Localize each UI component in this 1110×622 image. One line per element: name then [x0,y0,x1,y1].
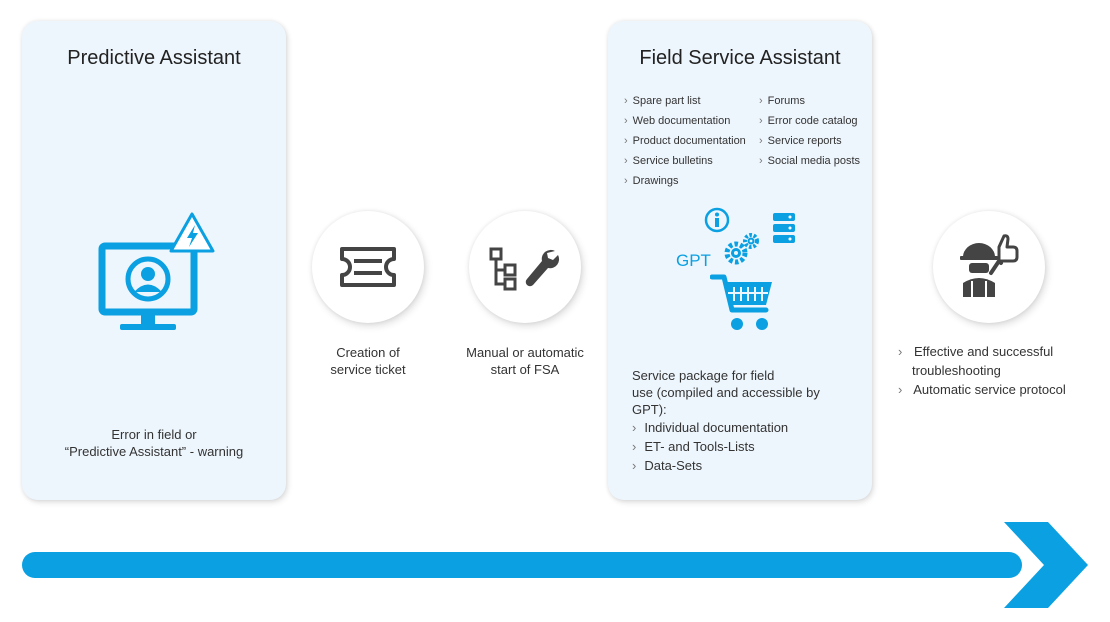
list-item: › Product documentation [624,131,746,151]
list-item: › Error code catalog [759,111,860,131]
list-item: › Drawings [624,171,746,191]
outcome-step-circle [933,211,1045,323]
field-service-assistant-card [608,21,872,500]
list-item: › Service bulletins [624,151,746,171]
service-package: Service package for field use (compiled and accessible by GPT): › Individual documentation › ET- and Tools-Lists › Data-Sets [632,367,862,475]
ticket-icon [312,211,424,323]
shopping-cart-icon [710,272,780,332]
sources-list-left [624,91,746,191]
list-item: › Effective and successful troubleshooting [896,342,1096,380]
list-item: › Data-Sets [632,456,862,475]
ticket-step-circle [312,211,424,323]
list-item: › Social media posts [759,151,860,171]
list-item: › ET- and Tools-Lists [632,437,862,456]
gpt-label: GPT [676,251,711,270]
list-item: › Forums [759,91,860,111]
database-icon [772,212,796,244]
flowchart-wrench-icon [469,211,581,323]
electric-warning-icon [168,211,216,255]
list-item: › Service reports [759,131,860,151]
predictive-caption: Error in field or “Predictive Assistant” - warning [64,427,244,459]
field-service-assistant-title: Field Service Assistant [639,47,841,69]
outcome-list [896,342,1096,399]
package-items [632,418,862,475]
sources-list-right [759,91,860,171]
info-icon [704,207,730,233]
ticket-step-label: Creation of service ticket [330,345,406,377]
list-item: › Individual documentation [632,418,862,437]
arrow-right-icon [0,518,1110,618]
list-item: › Spare part list [624,91,746,111]
gears-icon [722,231,762,267]
technician-thumbs-up-icon [933,211,1045,323]
predictive-assistant-card [22,21,286,500]
fsa-start-step-circle [469,211,581,323]
predictive-assistant-title: Predictive Assistant [67,47,241,69]
fsa-start-step-label: Manual or automatic start of FSA [466,345,584,377]
list-item: › Web documentation [624,111,746,131]
list-item: › Automatic service protocol [896,380,1096,399]
